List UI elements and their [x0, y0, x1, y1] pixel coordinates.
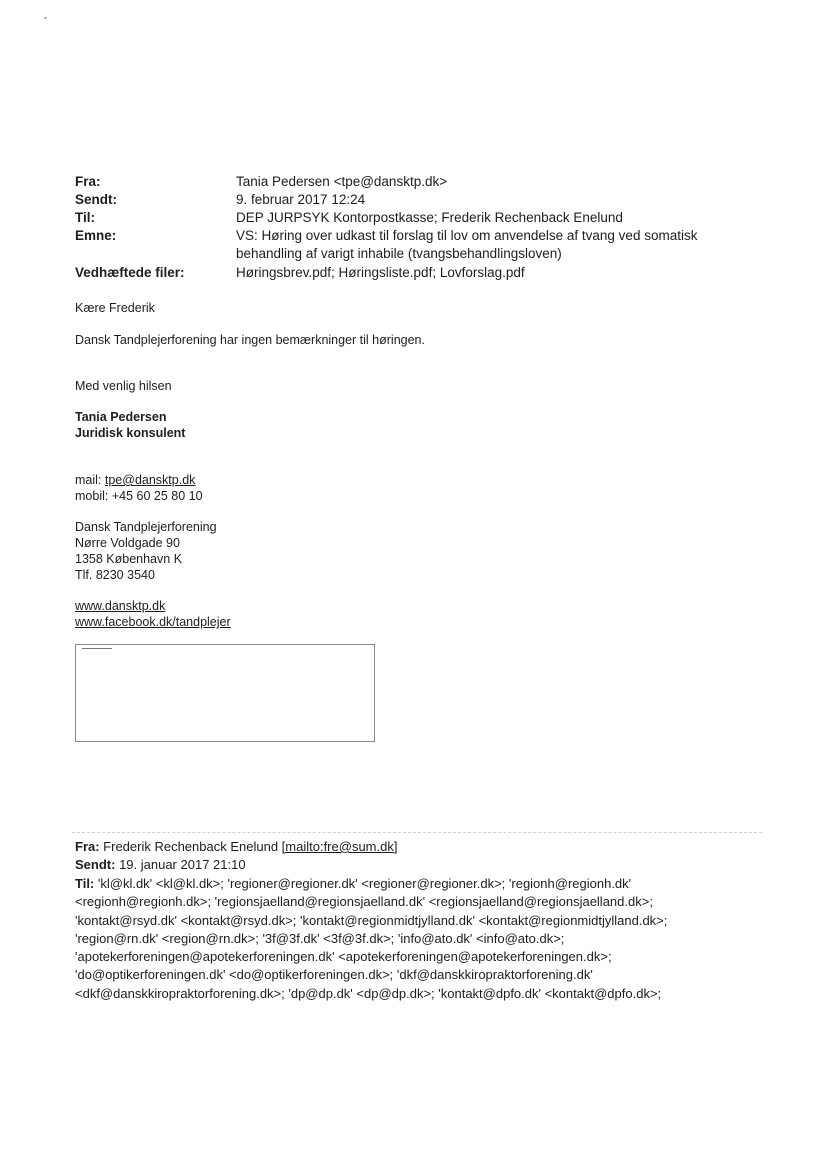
forwarded-to-line-7: <dkf@danskkiropraktorforening.dk>; 'dp@dp.dk' <dp@dp.dk>; 'kontakt@dpfo.dk' <kontakt@dpfo.dk>; [75, 986, 662, 1001]
mail-line [75, 472, 195, 488]
from-label: Fra: [75, 174, 101, 189]
mail-link[interactable]: tpe@dansktp.dk [104, 473, 196, 487]
attachments-value: Høringsbrev.pdf; Høringsliste.pdf; Lovforslag.pdf [236, 265, 525, 280]
forwarded-to-line-2: <regionh@regionh.dk>; 'regionsjaelland@regionsjaelland.dk' <regionsjaelland@regionsjaelland.dk>; [75, 894, 653, 909]
closing: Med venlig hilsen [75, 379, 172, 393]
org-street: Nørre Voldgade 90 [75, 536, 180, 550]
mail-prefix: mail: [75, 473, 105, 487]
org-phone: Tlf. 8230 3540 [75, 568, 155, 582]
forwarded-to-line-4: 'region@rn.dk' <region@rn.dk>; '3f@3f.dk' <3f@3f.dk>; 'info@ato.dk' <info@ato.dk>; [75, 931, 565, 946]
message-body: Dansk Tandplejerforening har ingen bemærkninger til høringen. [75, 333, 425, 347]
forwarded-from-line [75, 838, 397, 856]
image-placeholder-mark [82, 648, 112, 649]
forwarded-from-name: Frederik Rechenback Enelund [99, 839, 282, 854]
sender-title: Juridisk konsulent [75, 426, 186, 440]
forwarded-to-line-6: 'do@optikerforeningen.dk' <do@optikerforeningen.dk>; 'dkf@danskkiropraktorforening.dk' [75, 967, 593, 982]
subject-line-2: behandling af varigt inhabile (tvangsbehandlingsloven) [236, 246, 562, 261]
facebook-link[interactable]: www.facebook.dk/tandplejer [75, 615, 231, 629]
website-link[interactable]: www.dansktp.dk [75, 599, 166, 613]
mobile-line: mobil: +45 60 25 80 10 [75, 489, 203, 503]
to-label: Til: [75, 210, 95, 225]
greeting: Kære Frederik [75, 301, 155, 315]
forwarded-sent-line [75, 856, 246, 874]
subject-label: Emne: [75, 228, 117, 243]
forwarded-to-line-3: 'kontakt@rsyd.dk' <kontakt@rsyd.dk>; 'kontakt@regionmidtjylland.dk' <kontakt@regionmidtjylland.dk>; [75, 913, 668, 928]
scan-speck [44, 17, 47, 19]
sender-name: Tania Pedersen [75, 410, 167, 424]
sent-label: Sendt: [75, 192, 117, 207]
forwarded-to-text-1: 'kl@kl.dk' <kl@kl.dk>; 'regioner@regioner.dk' <regioner@regioner.dk>; 'regionh@regionh.dk' [94, 876, 632, 891]
org-city: 1358 København K [75, 552, 183, 566]
forwarded-to-label: Til: [75, 876, 95, 891]
to-value: DEP JURPSYK Kontorpostkasse; Frederik Rechenback Enelund [236, 210, 623, 225]
forwarded-from-label: Fra: [75, 839, 100, 854]
image-placeholder [75, 644, 375, 742]
org-name: Dansk Tandplejerforening [75, 520, 217, 534]
sent-value: 9. februar 2017 12:24 [236, 192, 366, 207]
forwarded-to-line-1 [75, 875, 631, 893]
forwarded-from-mailto[interactable]: [mailto:fre@sum.dk] [281, 839, 398, 854]
subject-line-1: VS: Høring over udkast til forslag til lov om anvendelse af tvang ved somatisk [236, 228, 698, 243]
forwarded-sent-label: Sendt: [75, 857, 116, 872]
from-value: Tania Pedersen <tpe@dansktp.dk> [236, 174, 448, 189]
forwarded-sent-value: 19. januar 2017 21:10 [115, 857, 246, 872]
forward-separator [72, 832, 762, 833]
attachments-label: Vedhæftede filer: [75, 265, 185, 280]
forwarded-to-line-5: 'apotekerforeningen@apotekerforeningen.dk' <apotekerforeningen@apotekerforeningen.dk>; [75, 949, 612, 964]
